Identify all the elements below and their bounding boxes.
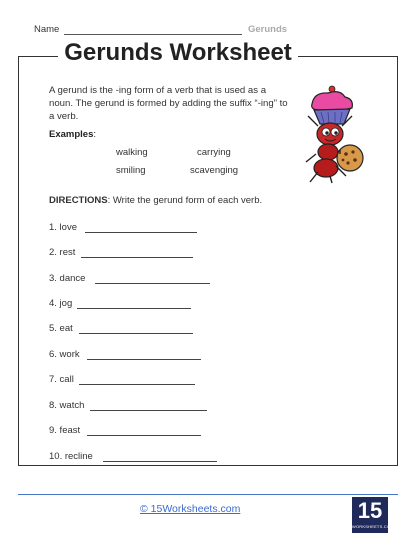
name-line[interactable] bbox=[64, 34, 242, 35]
example-word: smiling bbox=[116, 165, 146, 176]
example-word: walking bbox=[116, 147, 148, 158]
example-word: carrying bbox=[197, 147, 231, 158]
frame-top-right bbox=[298, 56, 398, 57]
examples-label: Examples bbox=[49, 129, 94, 140]
verb-label: 6. work bbox=[49, 349, 80, 360]
copyright-link[interactable]: © 15Worksheets.com bbox=[140, 503, 241, 515]
verb-label: 8. watch bbox=[49, 400, 85, 411]
directions-label: DIRECTIONS bbox=[49, 195, 108, 206]
verb-label: 7. call bbox=[49, 374, 74, 385]
verb-label: 1. love bbox=[49, 222, 77, 233]
answer-line[interactable] bbox=[77, 308, 191, 309]
directions bbox=[49, 195, 262, 206]
answer-line[interactable] bbox=[87, 359, 201, 360]
answer-line[interactable] bbox=[103, 461, 217, 462]
verb-label: 3. dance bbox=[49, 273, 86, 284]
directions-text: : Write the gerund form of each verb. bbox=[107, 195, 263, 206]
worksheets-logo bbox=[352, 497, 394, 533]
ant-carrying-cupcake-and-cookie-icon bbox=[296, 84, 372, 184]
frame-top-left bbox=[18, 56, 58, 57]
answer-line[interactable] bbox=[90, 410, 207, 411]
name-label: Name bbox=[34, 24, 60, 35]
verb-label: 5. eat bbox=[49, 323, 73, 334]
answer-line[interactable] bbox=[95, 283, 210, 284]
intro-text: A gerund is the -ing form of a verb that is used as a noun. The gerund is formed by adding the suffix “-ing” to a verb. bbox=[49, 85, 288, 122]
verb-label: 9. feast bbox=[49, 425, 81, 436]
answer-line[interactable] bbox=[81, 257, 193, 258]
answer-line[interactable] bbox=[79, 333, 193, 334]
name-row bbox=[34, 22, 364, 38]
footer-rule bbox=[18, 494, 398, 495]
answer-line[interactable] bbox=[79, 384, 195, 385]
logo-subtitle: WORKSHEETS.COM bbox=[352, 524, 394, 529]
verb-label: 4. jog bbox=[49, 298, 73, 309]
verb-label: 10. recline bbox=[49, 451, 93, 462]
answer-line[interactable] bbox=[87, 435, 201, 436]
answer-line[interactable] bbox=[85, 232, 197, 233]
logo-number: 15 bbox=[357, 498, 383, 523]
example-word: scavenging bbox=[190, 165, 239, 176]
examples-heading: Examples: bbox=[49, 129, 97, 140]
page-title: Gerunds Worksheet bbox=[64, 39, 292, 66]
verb-label: 2. rest bbox=[49, 247, 76, 258]
worksheet-topic: Gerunds bbox=[248, 24, 288, 35]
